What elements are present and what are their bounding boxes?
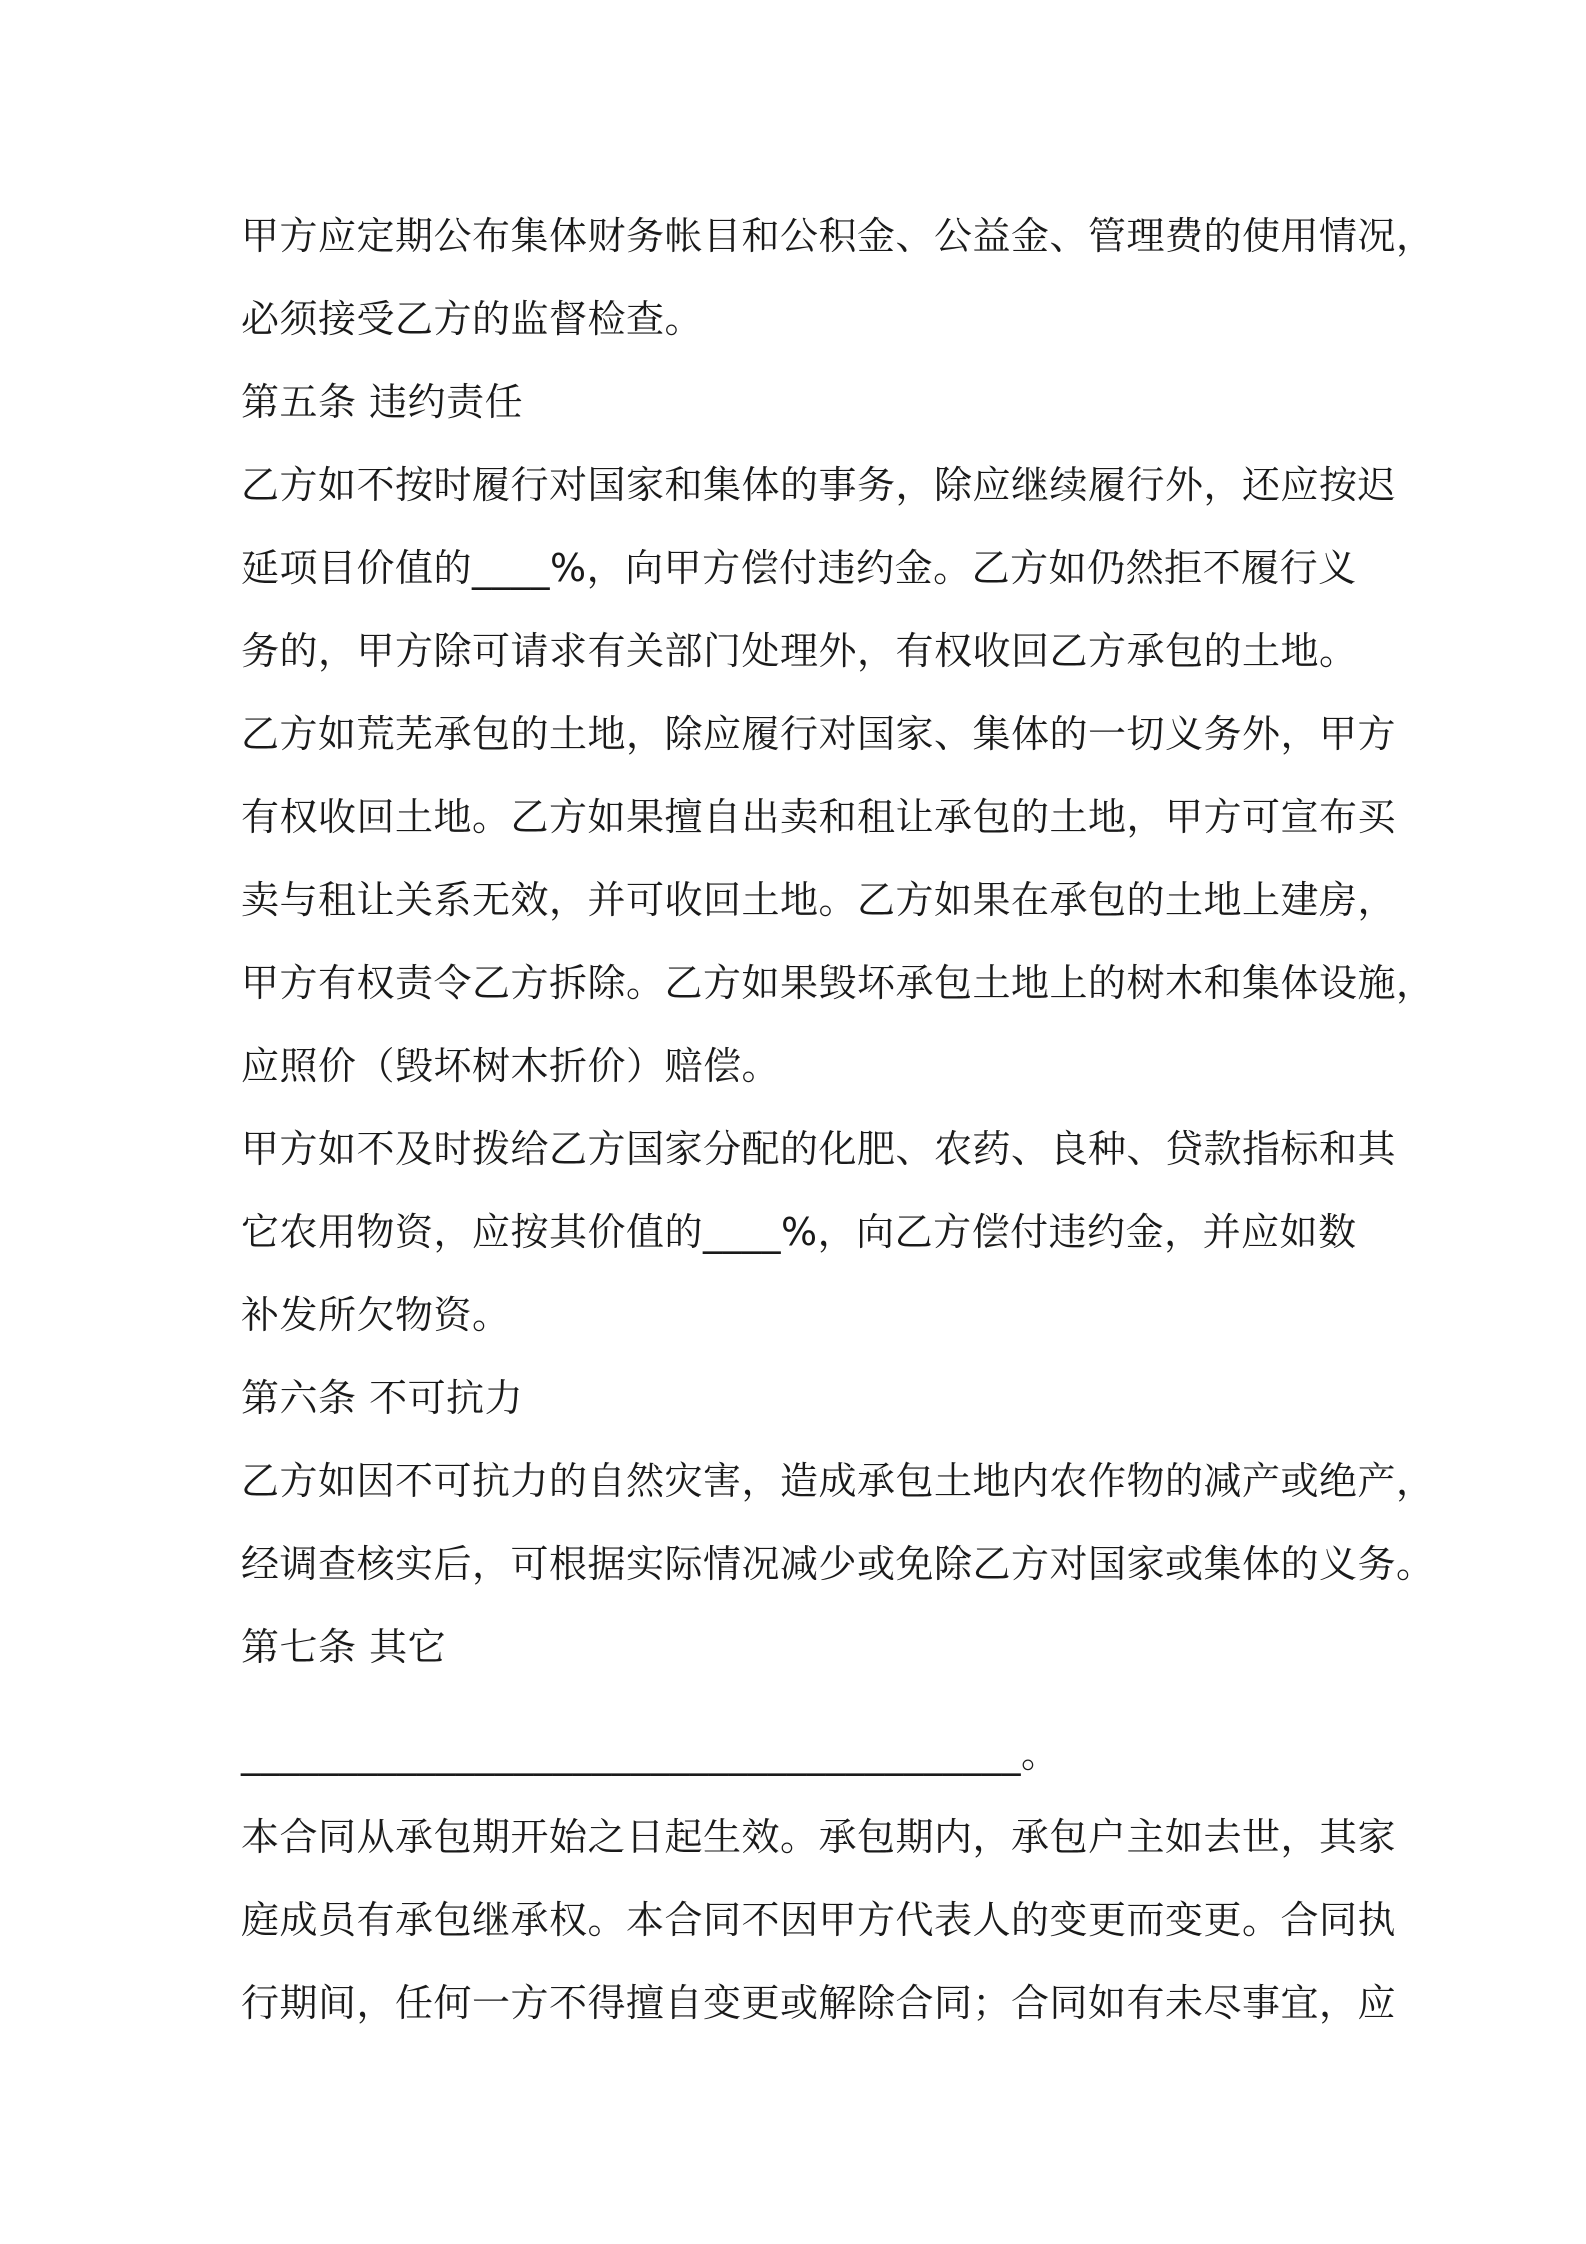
article-heading: 第五条 违约责任 — [241, 380, 524, 424]
paragraph-line: 有权收回土地。乙方如果擅自出卖和租让承包的土地，甲方可宣布买 — [241, 795, 1397, 839]
contract-text — [241, 195, 1435, 2045]
paragraph-line: 乙方如荒芜承包的土地，除应履行对国家、集体的一切义务外，甲方 — [241, 712, 1397, 756]
paragraph-line: 甲方应定期公布集体财务帐目和公积金、公益金、管理费的使用情况， — [241, 214, 1435, 258]
paragraph-line: 它农用物资，应按其价值的____%，向乙方偿付违约金，并应如数 — [241, 1210, 1357, 1254]
paragraph-line: 庭成员有承包继承权。本合同不因甲方代表人的变更而变更。合同执 — [241, 1898, 1397, 1942]
paragraph-line: 甲方有权责令乙方拆除。乙方如果毁坏承包土地上的树木和集体设施， — [241, 961, 1435, 1005]
paragraph-line: 甲方如不及时拨给乙方国家分配的化肥、农药、良种、贷款指标和其 — [241, 1127, 1397, 1171]
paragraph-line: 补发所欠物资。 — [241, 1293, 511, 1337]
paragraph-line: 延项目价值的____%，向甲方偿付违约金。乙方如仍然拒不履行义 — [241, 546, 1357, 590]
blank-fill-line: ________________________________________。 — [241, 1732, 1060, 1776]
paragraph-line: 经调查核实后，可根据实际情况减少或免除乙方对国家或集体的义务。 — [241, 1542, 1435, 1586]
article-heading: 第六条 不可抗力 — [241, 1376, 524, 1420]
paragraph-line: 乙方如因不可抗力的自然灾害，造成承包土地内农作物的减产或绝产， — [241, 1459, 1435, 1503]
paragraph-line: 应照价（毁坏树木折价）赔偿。 — [241, 1044, 781, 1088]
paragraph-line: 必须接受乙方的监督检查。 — [241, 297, 704, 341]
paragraph-line: 本合同从承包期开始之日起生效。承包期内，承包户主如去世，其家 — [241, 1815, 1397, 1859]
paragraph-line: 乙方如不按时履行对国家和集体的事务，除应继续履行外，还应按迟 — [241, 463, 1397, 507]
article-heading: 第七条 其它 — [241, 1625, 447, 1669]
paragraph-line: 务的，甲方除可请求有关部门处理外，有权收回乙方承包的土地。 — [241, 629, 1358, 673]
paragraph-line: 行期间，任何一方不得擅自变更或解除合同；合同如有未尽事宜，应 — [241, 1981, 1397, 2025]
paragraph-line: 卖与租让关系无效，并可收回土地。乙方如果在承包的土地上建房， — [241, 878, 1397, 922]
